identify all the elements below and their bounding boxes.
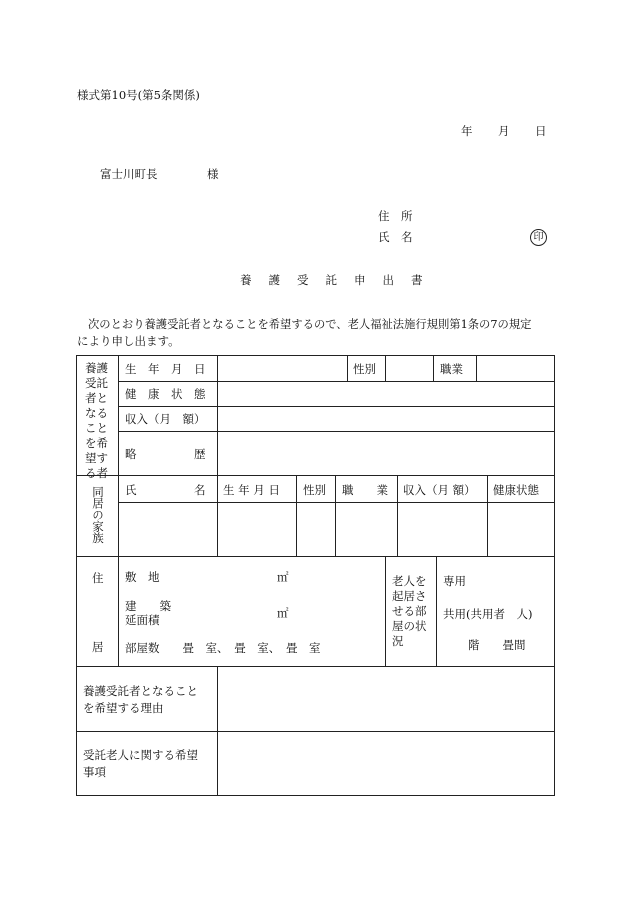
family-side-label: 同居の家族 [91, 486, 105, 544]
rule [217, 666, 218, 796]
title-char: 書 [411, 273, 423, 287]
side-label-line: る者 [85, 466, 108, 480]
room-label-line: 老人を [392, 574, 427, 588]
rule [118, 431, 555, 432]
rule [433, 356, 434, 381]
room-label-line: せる部 [392, 604, 427, 618]
rule [397, 475, 398, 556]
intro-line-2: により申し出ます。 [77, 334, 180, 348]
rule [335, 475, 336, 556]
occupation-label: 職業 [440, 362, 463, 376]
sex-label: 性別 [353, 362, 376, 376]
room-label-line: 起居さ [392, 589, 427, 603]
rule [77, 666, 555, 667]
addressee: 富士川町長 [100, 167, 158, 181]
income-label: 収入（月 額） [125, 412, 206, 426]
floor-area-label: 延面積 [125, 613, 160, 627]
family-col-birthdate: 生 年 月 日 [223, 483, 280, 497]
wishes-label-1: 受託老人に関する希望 [83, 748, 198, 762]
intro-line-1: 次のとおり養護受託者となることを希望するので、老人福祉法施行規則第1条の7の規定 [88, 318, 532, 331]
family-col-occupation: 職 業 [342, 483, 388, 497]
rooms-label: 部屋数 畳 室、 畳 室、 畳 室 [125, 641, 321, 655]
housing-side-bottom: 居 [92, 640, 104, 654]
rule [77, 731, 555, 732]
document-title [240, 272, 440, 288]
wishes-label-2: 事項 [83, 765, 106, 779]
rule [436, 556, 437, 666]
rule [77, 556, 555, 557]
exclusive-use: 専用 [443, 574, 466, 588]
title-char: 申 [354, 273, 366, 287]
side-label-line: 養護 [85, 361, 108, 375]
side-label-line: こと [85, 421, 108, 435]
room-status-label [392, 574, 427, 649]
title-char: 護 [268, 273, 280, 287]
rule [487, 475, 488, 556]
rule [118, 381, 555, 382]
title-char: 受 [297, 273, 309, 287]
rule [296, 475, 297, 556]
honorific: 様 [207, 167, 219, 181]
housing-side-top: 住 [92, 571, 104, 585]
rule [118, 356, 119, 666]
birthdate-label: 生 年 月 日 [125, 362, 206, 376]
reason-label-1: 養護受託者となること [83, 684, 198, 698]
family-col-income: 収入（月 額） [403, 483, 476, 497]
rule [476, 356, 477, 381]
seal-mark: 印 [530, 229, 547, 246]
rule [385, 356, 386, 381]
shared-use: 共用(共用者 人) [443, 607, 533, 621]
reason-label-2: を希望する理由 [83, 701, 164, 715]
site-label: 敷 地 [125, 570, 160, 584]
applicant-side-label [85, 361, 108, 481]
form-number: 様式第10号(第5条関係) [77, 88, 200, 102]
side-label-line: を希 [85, 436, 108, 450]
history-label: 略 歴 [125, 447, 206, 461]
date-month-label: 月 [498, 124, 510, 138]
rule [217, 356, 218, 556]
rule [77, 475, 555, 476]
date-day-label: 日 [535, 124, 547, 138]
application-table [76, 355, 555, 796]
title-char: 託 [325, 273, 337, 287]
site-area-unit: ㎡ [277, 570, 289, 584]
family-col-name: 氏 名 [125, 483, 206, 497]
side-label-line: なる [85, 406, 108, 420]
health-label: 健 康 状 態 [125, 387, 206, 401]
side-label-line: 者と [85, 391, 108, 405]
room-label-line: 屋の状 [392, 619, 427, 633]
floor-area-unit: ㎡ [277, 606, 289, 620]
rule [385, 556, 386, 666]
name-label: 氏 名 [378, 230, 413, 244]
date-year-label: 年 [461, 124, 473, 138]
side-label-line: 望す [85, 451, 108, 465]
rule [118, 502, 555, 503]
title-char: 養 [240, 273, 252, 287]
rule [118, 406, 555, 407]
building-label: 建 築 [125, 599, 171, 613]
rule [347, 356, 348, 381]
family-col-health: 健康状態 [493, 483, 539, 497]
floor-tatami: 階 畳間 [468, 638, 526, 652]
address-label: 住 所 [378, 209, 413, 223]
family-col-sex: 性別 [303, 483, 326, 497]
room-label-line: 況 [392, 634, 404, 648]
title-char: 出 [382, 273, 394, 287]
side-label-line: 受託 [85, 376, 108, 390]
